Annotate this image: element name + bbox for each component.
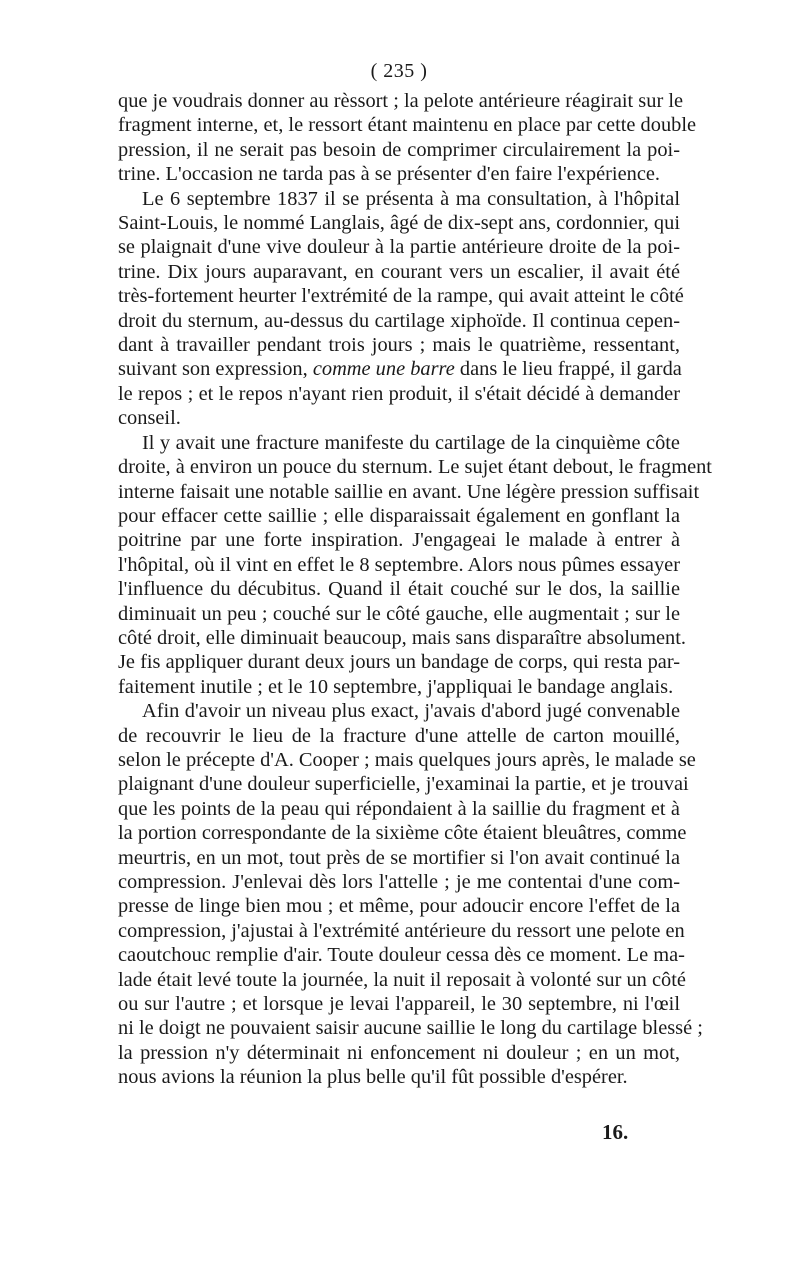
text-line: que les points de la peau qui répondaient à la saillie du fragment et à <box>118 797 680 820</box>
text-line: plaignant d'une douleur superficielle, j'examinai la partie, et je trouvai <box>118 773 689 796</box>
text-line: fragment interne, et, le ressort étant maintenu en place par cette double <box>118 114 697 137</box>
text-line: trine. L'occasion ne tarda pas à se présenter d'en faire l'expérience. <box>118 163 661 186</box>
text-line: ni le doigt ne pouvaient saisir aucune saillie le long du cartilage blessé ; <box>118 1017 703 1040</box>
text-line: que je voudrais donner au rèssort ; la pelote antérieure réagirait sur le <box>118 90 684 112</box>
book-page <box>118 60 712 1090</box>
text-line: côté droit, elle diminuait beaucoup, mais sans disparaître absolument. <box>118 626 686 649</box>
paragraph <box>118 89 697 187</box>
text-line: diminuait un peu ; couché sur le côté gauche, elle augmentait ; sur le <box>118 602 680 625</box>
text-line: de recouvrir le lieu de la fracture d'une attelle de carton mouillé, <box>118 724 680 747</box>
text-line: conseil. <box>118 407 181 430</box>
text-line: droite, à environ un pouce du sternum. Le sujet étant debout, le fragment <box>118 456 712 479</box>
text-line: compression, j'ajustai à l'extrémité antérieure du ressort une pelote en <box>118 919 685 942</box>
text-line: lade était levé toute la journée, la nuit il reposait à volonté sur un côté <box>118 968 686 991</box>
text-line: meurtris, en un mot, tout près de se mortifier si l'on avait continué la <box>118 846 680 869</box>
paragraph <box>118 431 712 699</box>
text-line: ou sur l'autre ; et lorsque je levai l'appareil, le 30 septembre, ni l'œil <box>118 993 680 1016</box>
text-line: poitrine par une forte inspiration. J'engageai le malade à entrer à <box>118 529 680 552</box>
page-number: ( 235 ) <box>370 60 428 82</box>
text-line: pour effacer cette saillie ; elle disparaissait également en gonflant la <box>118 504 680 527</box>
text-line: dant à travailler pendant trois jours ; mais le quatrième, ressentant, <box>118 334 680 357</box>
text-line: suivant son expression, comme une barre dans le lieu frappé, il garda <box>118 358 682 381</box>
text-line: caoutchouc remplie d'air. Toute douleur cessa dès ce moment. Le ma- <box>118 944 685 967</box>
text-line: la pression n'y déterminait ni enfoncement ni douleur ; en un mot, <box>118 1041 680 1064</box>
text-line: le repos ; et le repos n'ayant rien produit, il s'était décidé à demander <box>118 382 680 405</box>
text-line: presse de linge bien mou ; et même, pour adoucir encore l'effet de la <box>118 895 680 918</box>
text-line: Je fis appliquer durant deux jours un bandage de corps, qui resta par- <box>118 651 680 674</box>
text-line: Il y avait une fracture manifeste du cartilage de la cinquième côte <box>142 431 680 454</box>
paragraph <box>118 187 684 431</box>
text-line: l'influence du décubitus. Quand il était couché sur le dos, la saillie <box>118 578 680 601</box>
text-line: trine. Dix jours auparavant, en courant vers un escalier, il avait été <box>118 260 680 283</box>
text-line: nous avions la réunion la plus belle qu'il fût possible d'espérer. <box>118 1066 628 1089</box>
body-text <box>118 89 712 1090</box>
text-line: pression, il ne serait pas besoin de comprimer circulairement la poi- <box>118 138 680 161</box>
text-line: droit du sternum, au-dessus du cartilage xiphoïde. Il continua cepen- <box>118 309 680 332</box>
text-line: interne faisait une notable saillie en avant. Une légère pression suffisait <box>118 480 700 503</box>
text-line: selon le précepte d'A. Cooper ; mais quelques jours après, le malade se <box>118 748 696 771</box>
text-line: très-fortement heurter l'extrémité de la rampe, qui avait atteint le côté <box>118 285 684 308</box>
text-line: compression. J'enlevai dès lors l'attelle ; je me contentai d'une com- <box>118 871 680 893</box>
text-line: l'hôpital, où il vint en effet le 8 septembre. Alors nous pûmes essayer <box>118 553 680 576</box>
text-line: Afin d'avoir un niveau plus exact, j'avais d'abord jugé convenable <box>142 700 680 723</box>
text-line: Saint-Louis, le nommé Langlais, âgé de dix-sept ans, cordonnier, qui <box>118 212 680 235</box>
paragraph <box>118 699 703 1090</box>
text-line: faitement inutile ; et le 10 septembre, j'appliquai le bandage anglais. <box>118 675 674 698</box>
signature-mark: 16. <box>602 1120 629 1144</box>
text-line: Le 6 septembre 1837 il se présenta à ma consultation, à l'hôpital <box>142 187 680 210</box>
text-line: la portion correspondante de la sixième côte étaient bleuâtres, comme <box>118 822 687 845</box>
text-line: se plaignait d'une vive douleur à la partie antérieure droite de la poi- <box>118 236 680 259</box>
